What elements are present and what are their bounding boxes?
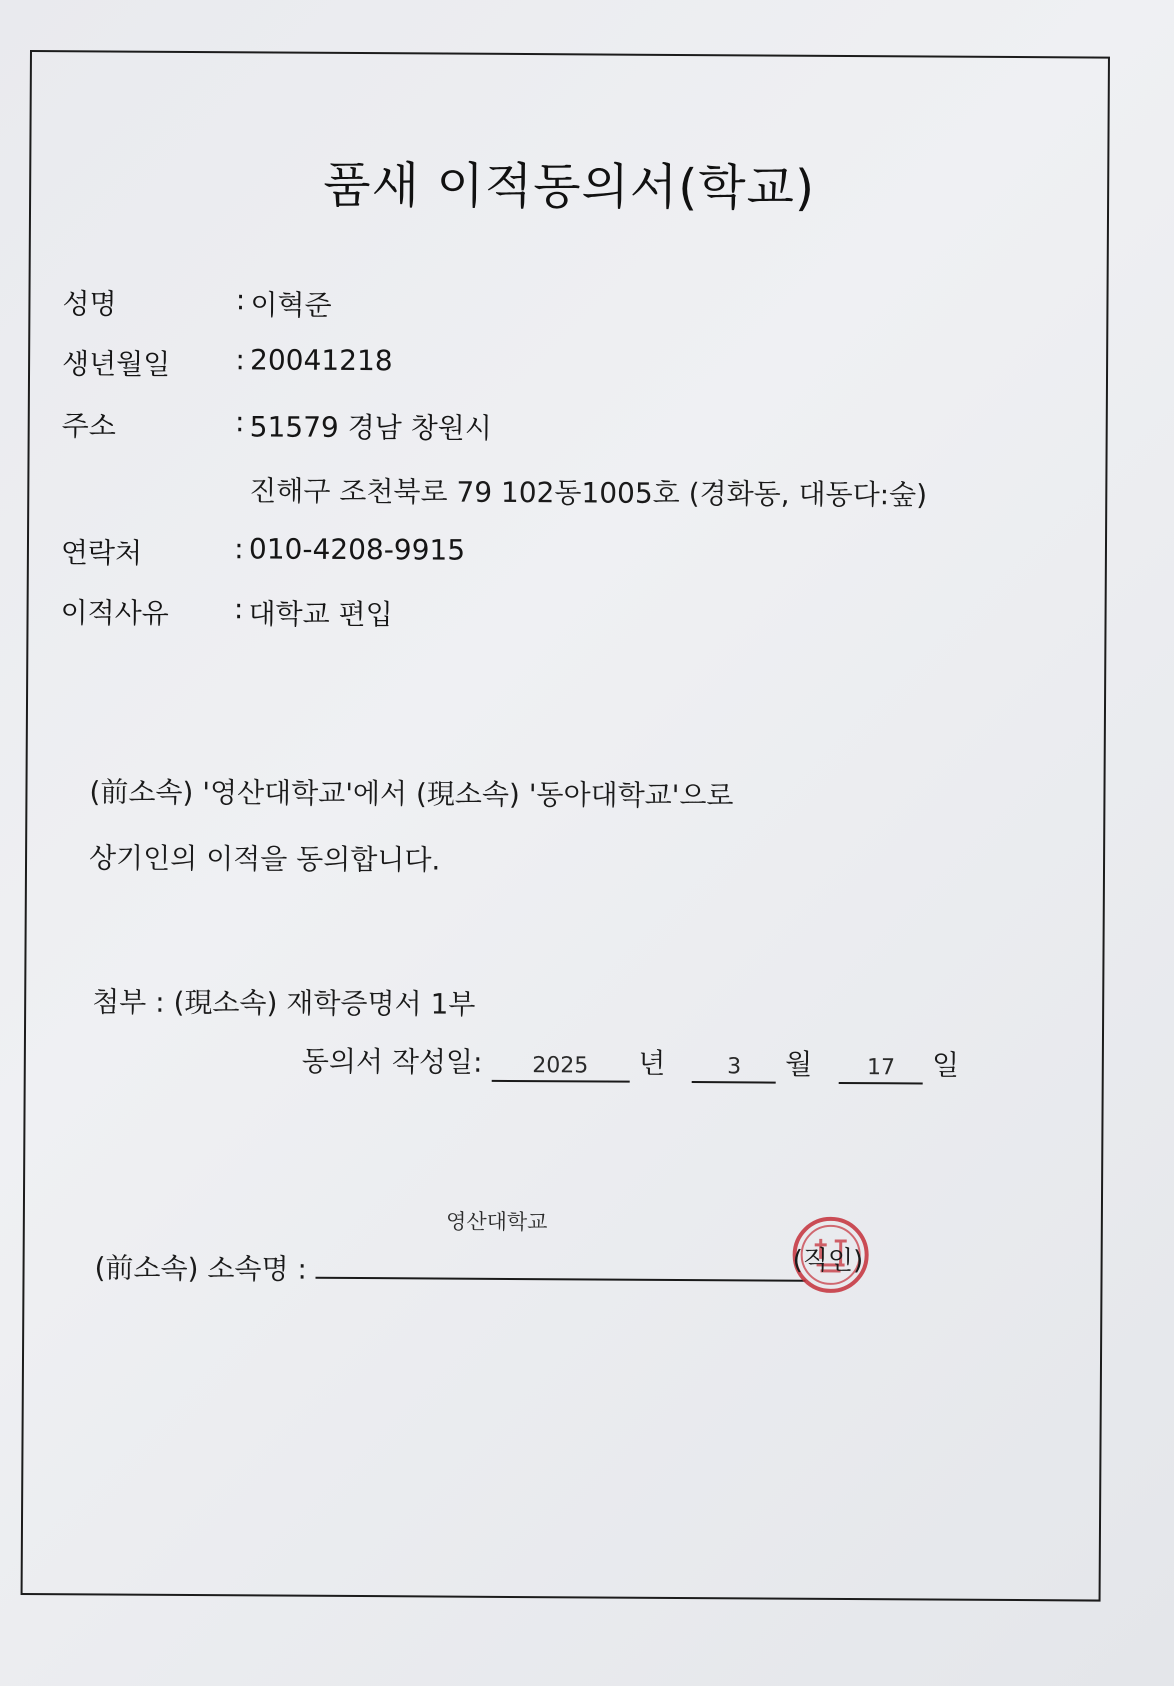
date-day-value: 17 <box>839 1054 923 1085</box>
colon: : <box>233 592 244 626</box>
field-reason <box>60 591 392 633</box>
field-contact-label: 연락처 <box>60 536 143 570</box>
field-address-label: 주소 <box>61 409 116 443</box>
colon: : <box>234 405 245 439</box>
field-birth <box>62 342 393 384</box>
date-label: 동의서 작성일: <box>301 1044 483 1079</box>
colon: : <box>235 283 246 317</box>
field-address <box>62 404 492 447</box>
affiliation-blank <box>316 1209 806 1282</box>
date-month-value: 3 <box>692 1053 776 1084</box>
field-birth-value: 20041218 <box>250 343 393 378</box>
field-contact <box>61 531 465 573</box>
affiliation-handwritten-value: 영산대학교 <box>446 1209 548 1235</box>
date-year-value: 2025 <box>491 1052 629 1083</box>
consent-line-2: 상기인의 이적을 동의합니다. <box>88 841 441 877</box>
date-year-unit: 년 <box>638 1046 666 1080</box>
colon: : <box>234 532 244 566</box>
date-month-unit: 월 <box>785 1047 813 1081</box>
date-day-unit: 일 <box>931 1048 960 1082</box>
field-name-value: 이혁준 <box>250 288 332 322</box>
field-reason-label: 이적사유 <box>60 596 169 630</box>
date-line <box>302 1040 959 1085</box>
field-name <box>62 282 331 324</box>
consent-line-1: (前소속) '영산대학교'에서 (現소속) '동아대학교'으로 <box>89 775 734 813</box>
colon: : <box>235 343 245 377</box>
field-address-line1: 51579 경남 창원시 <box>249 410 492 445</box>
affiliation-line <box>94 1209 805 1290</box>
affiliation-label: (前소속) 소속명 : <box>94 1251 307 1286</box>
document-title: 품새 이적동의서(학교) <box>323 156 816 217</box>
field-birth-label: 생년월일 <box>61 347 171 381</box>
document-sheet <box>20 50 1130 1622</box>
attachment-line: 첨부 : (現소속) 재학증명서 1부 <box>92 985 476 1021</box>
field-name-label: 성명 <box>62 287 117 321</box>
field-reason-value: 대학교 편입 <box>248 597 393 632</box>
seal-label: (직인) <box>792 1245 864 1277</box>
field-address-line2: 진해구 조천북로 79 102동1005호 (경화동, 대동다:숲) <box>249 474 928 512</box>
field-contact-value: 010-4208-9915 <box>248 532 466 567</box>
